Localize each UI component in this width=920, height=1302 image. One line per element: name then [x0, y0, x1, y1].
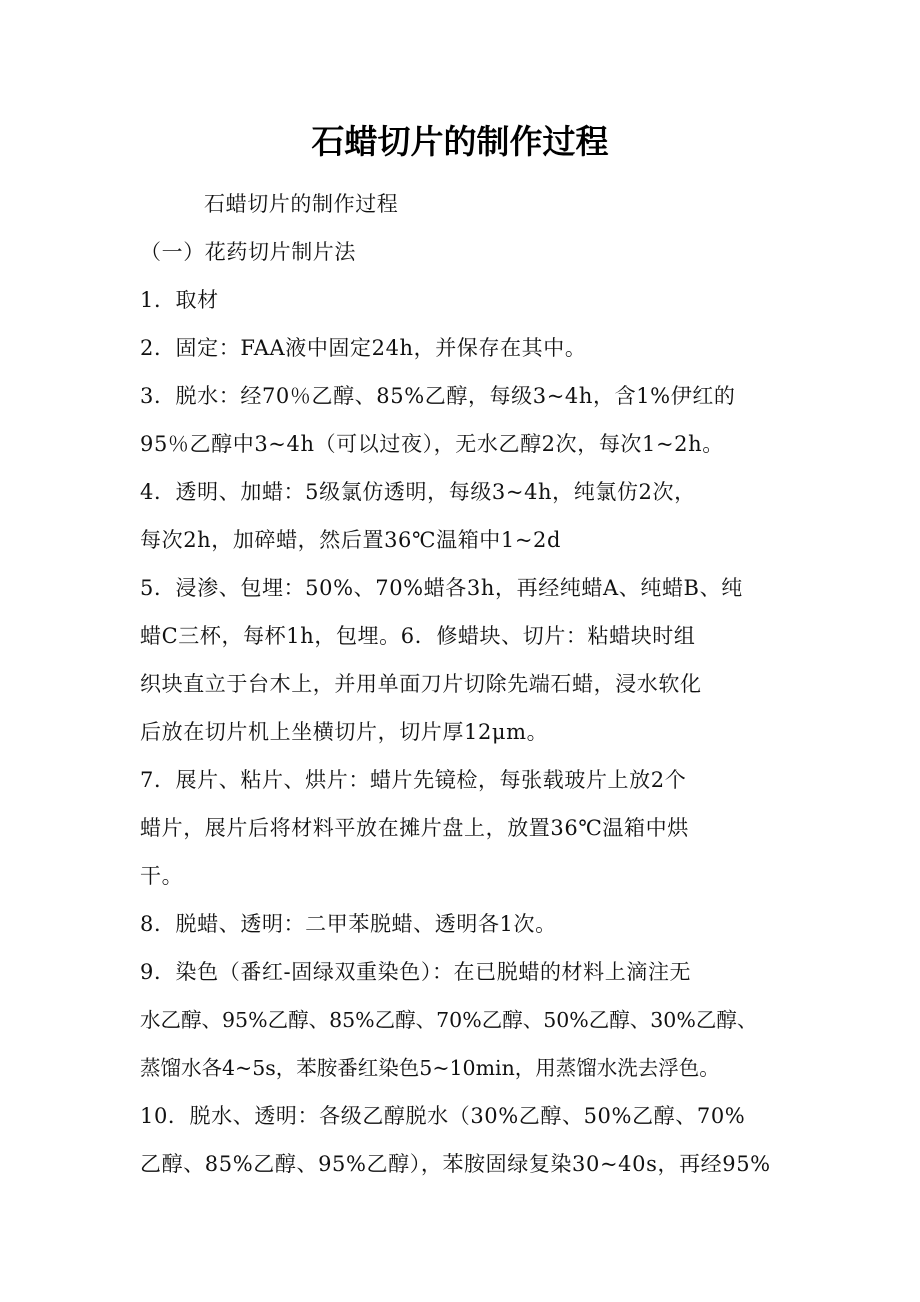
step-line: 2．固定：FAA液中固定24h，并保存在其中。 [140, 336, 587, 360]
step-line: 干。 [140, 864, 184, 888]
step-line: 蜡C三杯，每杯1h，包埋。6．修蜡块、切片：粘蜡块时组 [140, 624, 696, 648]
document-body [140, 180, 790, 1188]
document-title: 石蜡切片的制作过程 [311, 122, 609, 161]
section-heading: （一）花药切片制片法 [140, 240, 356, 264]
step-line: 9．染色（番红-固绿双重染色）：在已脱蜡的材料上滴注无 [140, 960, 692, 984]
step-line: 乙醇、85%乙醇、95%乙醇），苯胺固绿复染30~40s，再经95% [140, 1152, 771, 1176]
subtitle-line: 石蜡切片的制作过程 [204, 192, 399, 216]
step-line: 3．脱水：经70％乙醇、85%乙醇，每级3~4h，含1%伊红的 [140, 384, 736, 408]
step-line: 4．透明、加蜡：5级氯仿透明，每级3~4h，纯氯仿2次， [140, 480, 696, 504]
step-line: 8．脱蜡、透明：二甲苯脱蜡、透明各1次。 [140, 912, 557, 936]
step-line: 1．取材 [140, 288, 219, 312]
step-line: 织块直立于台木上，并用单面刀片切除先端石蜡，浸水软化 [140, 672, 702, 696]
step-line: 95％乙醇中3~4h（可以过夜），无水乙醇2次，每次1~2h。 [140, 432, 724, 456]
step-line: 后放在切片机上坐横切片，切片厚12μm。 [140, 720, 549, 744]
step-line: 蒸馏水各4~5s，苯胺番红染色5~10min，用蒸馏水洗去浮色。 [140, 1056, 720, 1080]
step-line: 7．展片、粘片、烘片：蜡片先镜检，每张载玻片上放2个 [140, 768, 687, 792]
step-line: 每次2h，加碎蜡，然后置36℃温箱中1~2d [140, 528, 562, 552]
step-line: 水乙醇、95%乙醇、85%乙醇、70%乙醇、50%乙醇、30%乙醇、 [140, 1008, 758, 1032]
step-line: 10．脱水、透明：各级乙醇脱水（30%乙醇、50%乙醇、70% [140, 1104, 746, 1128]
step-line: 5．浸渗、包埋：50%、70%蜡各3h，再经纯蜡A、纯蜡B、纯 [140, 576, 743, 600]
step-line: 蜡片，展片后将材料平放在摊片盘上，放置36℃温箱中烘 [140, 816, 689, 840]
